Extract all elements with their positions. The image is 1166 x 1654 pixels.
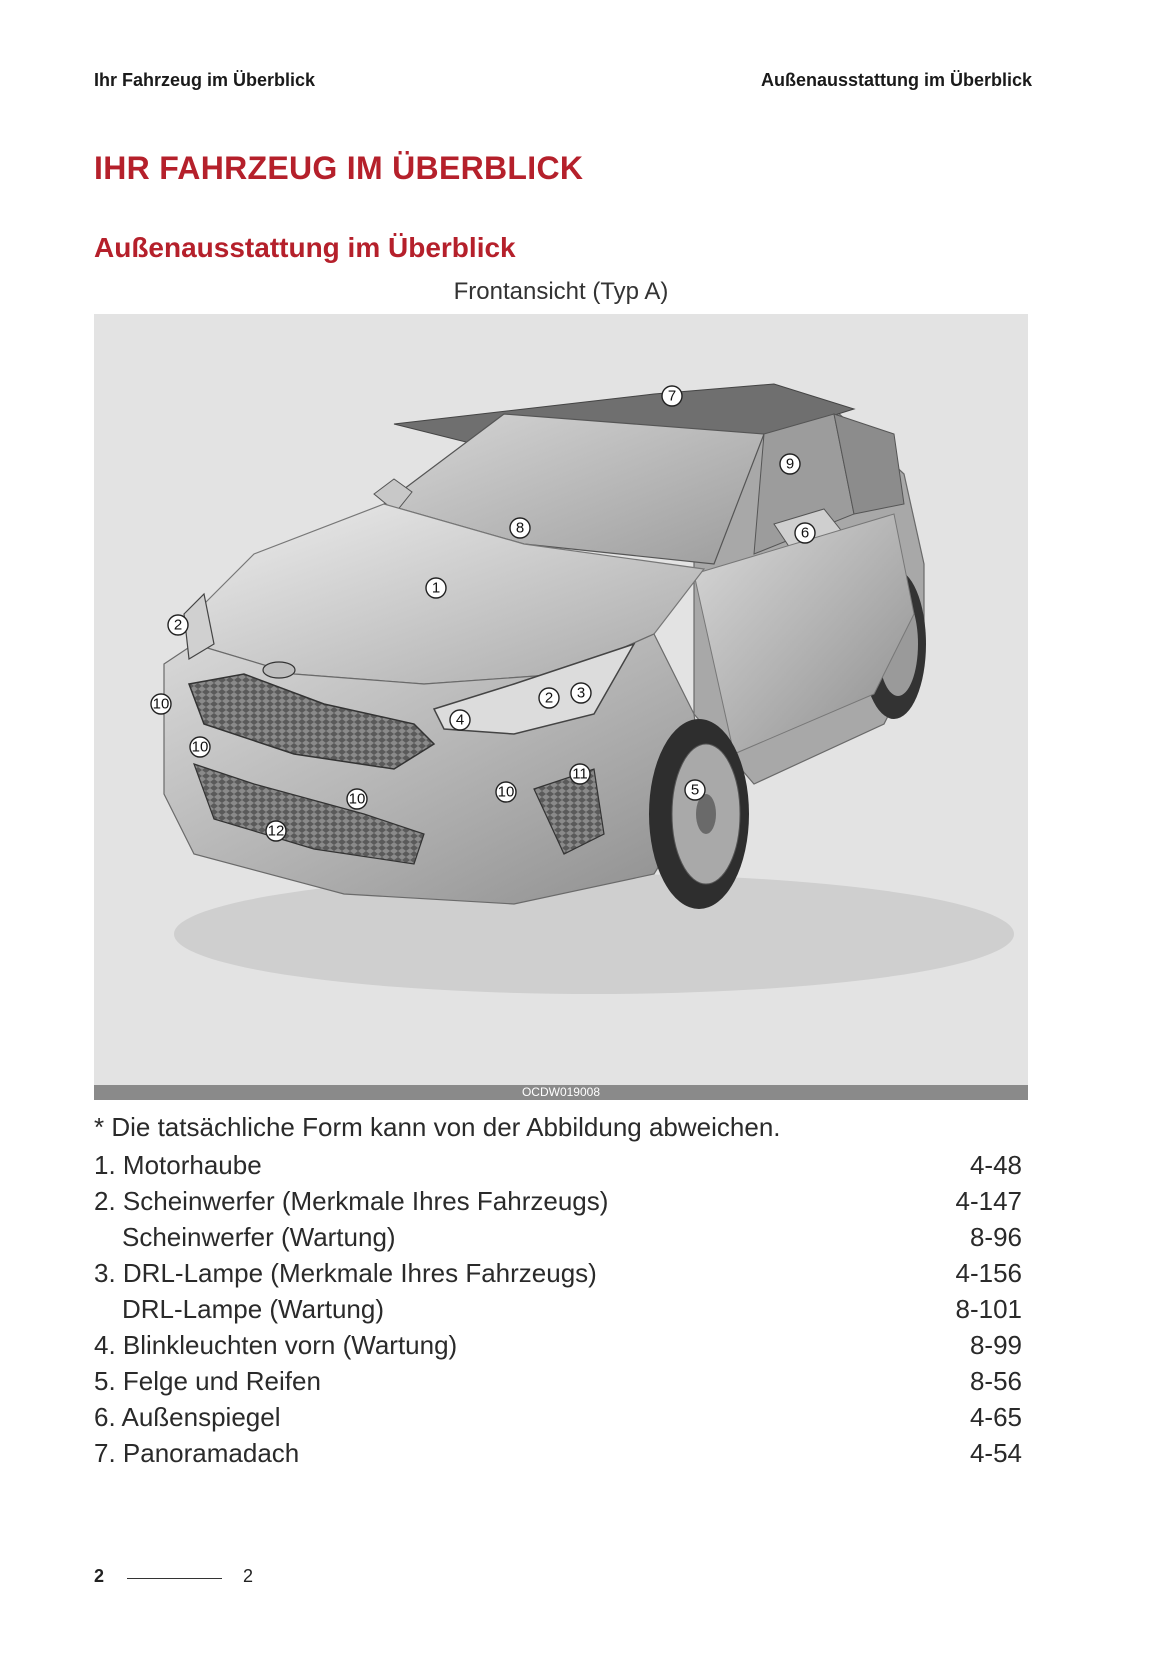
list-item: [94, 1435, 1022, 1471]
svg-text:2: 2: [544, 689, 554, 707]
callout-3: [571, 683, 591, 703]
item-label: DRL-Lampe (Wartung): [122, 1294, 385, 1324]
callout-9: [780, 454, 800, 474]
callout-4: [450, 710, 470, 730]
svg-text:9: 9: [785, 455, 795, 473]
car-illustration: [94, 314, 1028, 1100]
svg-text:10: 10: [497, 783, 515, 801]
list-item: [94, 1183, 1022, 1219]
list-item: [94, 1399, 1022, 1435]
item-page-ref: 4-156: [955, 1258, 1022, 1288]
item-label: 4. Blinkleuchten vorn (Wartung): [94, 1330, 458, 1360]
figure-code-bar: [94, 1085, 1028, 1100]
chapter-title: IHR FAHRZEUG IM ÜBERBLICK: [94, 150, 584, 186]
item-label: 1. Motorhaube: [94, 1150, 262, 1180]
item-page-ref: 8-96: [969, 1222, 1022, 1252]
svg-text:10: 10: [191, 738, 209, 756]
item-page-ref: 8-99: [969, 1330, 1022, 1360]
list-item: [94, 1327, 1022, 1363]
callout-7: [662, 386, 682, 406]
svg-text:10: 10: [348, 790, 366, 808]
page-number: 2: [94, 1566, 105, 1586]
item-page-ref: 8-101: [955, 1294, 1022, 1324]
list-item: [94, 1291, 1022, 1327]
svg-text:8: 8: [515, 519, 525, 537]
callout-10-a: [151, 694, 171, 714]
item-page-ref: 4-48: [969, 1150, 1022, 1180]
page-sub-number: 2: [243, 1566, 254, 1586]
svg-text:6: 6: [800, 524, 810, 542]
callout-11: [570, 764, 590, 784]
item-page-ref: 4-147: [955, 1186, 1022, 1216]
component-list: [94, 1147, 1022, 1471]
figure-code: OCDW019008: [521, 1085, 601, 1099]
footer-divider: [127, 1578, 222, 1579]
section-title: Außenausstattung im Überblick: [94, 232, 516, 263]
svg-text:4: 4: [455, 711, 465, 729]
disclaimer-note: * Die tatsächliche Form kann von der Abbildung abweichen.: [94, 1112, 781, 1142]
item-label: 2. Scheinwerfer (Merkmale Ihres Fahrzeugs): [94, 1186, 609, 1216]
svg-text:1: 1: [431, 579, 441, 597]
callout-10-c: [347, 789, 367, 809]
item-label: 3. DRL-Lampe (Merkmale Ihres Fahrzeugs): [94, 1258, 597, 1288]
svg-text:7: 7: [667, 387, 677, 405]
item-label: 7. Panoramadach: [94, 1438, 300, 1468]
list-item: [94, 1255, 1022, 1291]
item-page-ref: 4-54: [969, 1438, 1022, 1468]
list-item: [94, 1363, 1022, 1399]
item-page-ref: 8-56: [969, 1366, 1022, 1396]
item-page-ref: 4-65: [969, 1402, 1022, 1432]
figure-caption: Frontansicht (Typ A): [453, 278, 669, 305]
callout-10-d: [496, 782, 516, 802]
list-item: [94, 1219, 1022, 1255]
item-label: 6. Außenspiegel: [94, 1402, 281, 1432]
svg-text:10: 10: [152, 695, 170, 713]
callout-12: [266, 821, 286, 841]
svg-text:5: 5: [690, 781, 700, 799]
callout-8: [510, 518, 530, 538]
callout-6: [795, 523, 815, 543]
callout-10-b: [190, 737, 210, 757]
svg-text:12: 12: [267, 822, 285, 840]
running-header-left: Ihr Fahrzeug im Überblick: [94, 70, 316, 90]
callout-2-right: [539, 688, 559, 708]
callout-2-left: [168, 615, 188, 635]
list-item: [94, 1147, 1022, 1183]
svg-text:11: 11: [572, 765, 588, 783]
svg-text:2: 2: [173, 616, 183, 634]
callout-5: [685, 780, 705, 800]
callout-1: [426, 578, 446, 598]
svg-text:3: 3: [576, 684, 586, 702]
running-header-right: Außenausstattung im Überblick: [760, 70, 1032, 90]
item-label: Scheinwerfer (Wartung): [122, 1222, 396, 1252]
item-label: 5. Felge und Reifen: [94, 1366, 321, 1396]
car-front-view-figure: [94, 314, 1028, 1100]
